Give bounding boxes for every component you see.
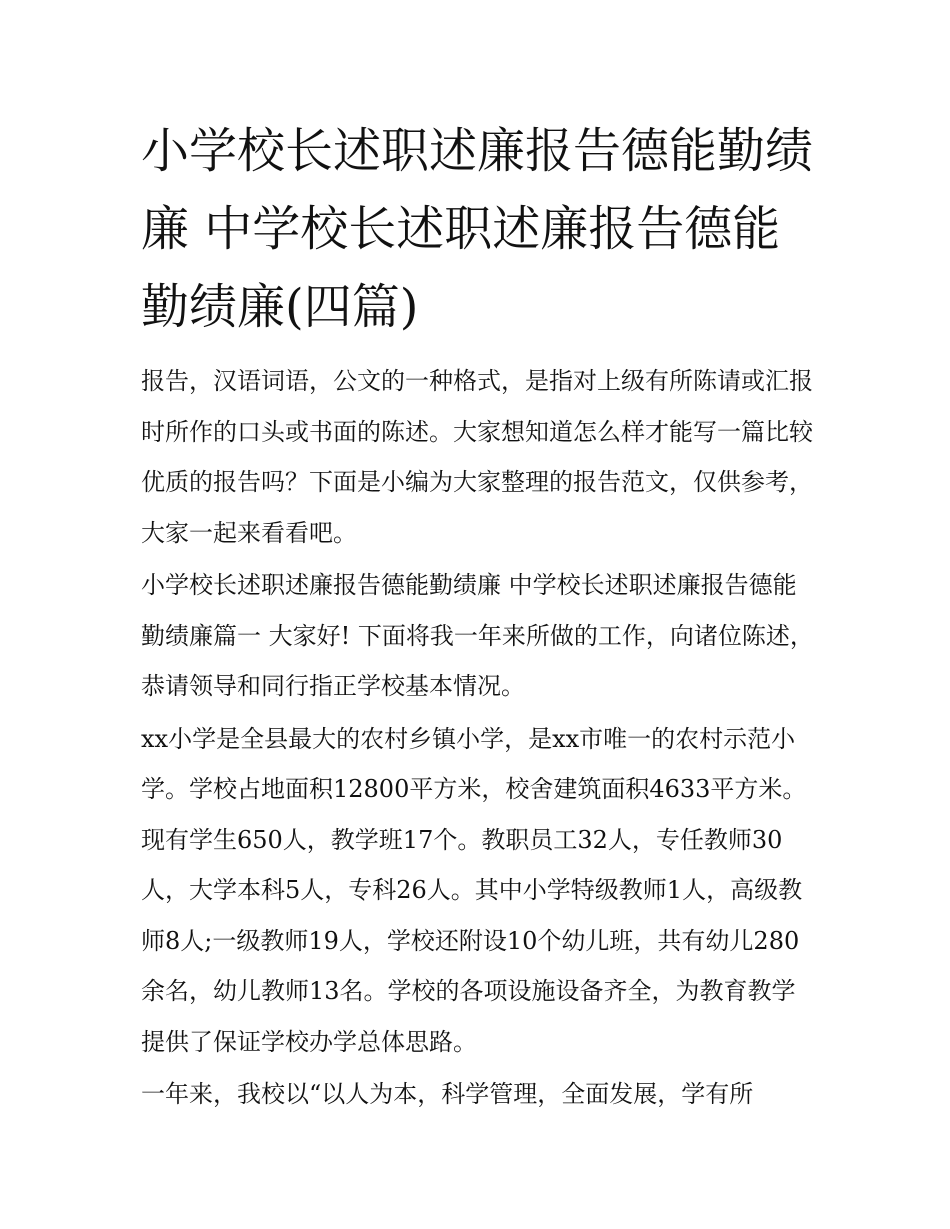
intro-paragraph: 报告，汉语词语，公文的一种格式，是指对上级有所陈请或汇报时所作的口头或书面的陈述。大家想知道怎么样才能写一篇比较优质的报告吗？下面是小编为大家整理的报告范文，仅供参考，大家一起来看看吧。 — [141, 367, 813, 547]
document-title: 小学校长述职述廉报告德能勤绩廉 中学校长述职述廉报告德能勤绩廉(四篇) — [141, 123, 814, 335]
work-summary-paragraph: 一年来，我校以“以人为本，科学管理，全面发展，学有所 — [141, 1080, 754, 1108]
greeting-paragraph: 小学校长述职述廉报告德能勤绩廉 中学校长述职述廉报告德能勤绩廉篇一 大家好! 下面将我一年来所做的工作，向诸位陈述，恭请领导和同行指正学校基本情况。 — [141, 571, 814, 700]
school-info-paragraph: xx小学是全县最大的农村乡镇小学，是xx市唯一的农村示范小学。学校占地面积12800平方米，校舍建筑面积4633平方米。现有学生650人，教学班17个。教职员工32人，专任教师30人，大学本科5人，专科26人。其中小学特级教师1人，高级教师8人;一级教师19人，学校还附设10个幼儿班，共有幼儿280余名，幼儿教师13名。学校的各项设施设备齐全，为教育教学提供了保证学校办学总体思路。 — [141, 724, 807, 1056]
document-body — [141, 356, 817, 1122]
